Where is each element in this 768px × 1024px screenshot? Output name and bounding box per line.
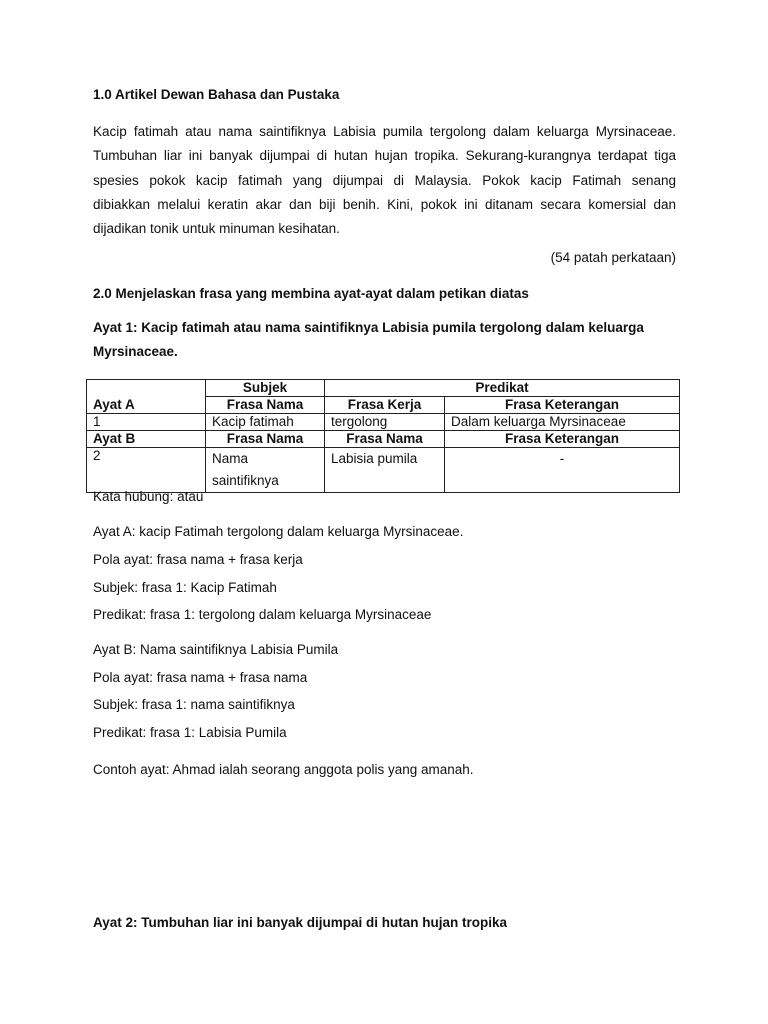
table-row <box>87 380 680 397</box>
ayat-a-pola: Pola ayat: frasa nama + frasa kerja <box>93 552 303 567</box>
kata-hubung: Kata hubung: atau <box>93 489 204 504</box>
predikat-header: Predikat <box>325 380 680 397</box>
cell-line: Nama <box>212 451 249 466</box>
article-paragraph <box>93 120 676 241</box>
frasa-keterangan-header-b: Frasa Keterangan <box>445 431 680 448</box>
article-line: Tumbuhan liar ini banyak dijumpai di hutan hujan tropika. Sekurang-kurangnya terdapat tiga <box>93 148 676 164</box>
cell-frasa-nama-2: Labisia pumila <box>325 448 445 493</box>
row-number: 1 <box>87 414 206 431</box>
ayat-a-predikat: Predikat: frasa 1: tergolong dalam keluarga Myrsinaceae <box>93 607 432 622</box>
ayat-b-text: Ayat B: Nama saintifiknya Labisia Pumila <box>93 642 339 657</box>
ayat-a-text: Ayat A: kacip Fatimah tergolong dalam keluarga Myrsinaceae. <box>93 524 464 539</box>
table-row <box>87 431 680 448</box>
ayat-b-predikat: Predikat: frasa 1: Labisia Pumila <box>93 725 287 740</box>
article-line: spesies pokok kacip fatimah yang dijumpai di Malaysia. Pokok kacip Fatimah senang <box>93 172 676 188</box>
cell-frasa-nama <box>206 448 325 493</box>
article-line: dijadikan tonik untuk minuman kesihatan. <box>93 221 340 237</box>
ayat-b-subjek: Subjek: frasa 1: nama saintifiknya <box>93 697 295 712</box>
cell-frasa-nama: Kacip fatimah <box>206 414 325 431</box>
row-number: 2 <box>87 448 206 493</box>
ayat-b-pola: Pola ayat: frasa nama + frasa nama <box>93 670 308 685</box>
word-count: (54 patah perkataan) <box>550 250 676 265</box>
ayat-a-subjek: Subjek: frasa 1: Kacip Fatimah <box>93 580 277 595</box>
article-line: Kacip fatimah atau nama saintifiknya Labisia pumila tergolong dalam keluarga Myrsinaceae. <box>93 124 676 139</box>
frasa-nama-header-b: Frasa Nama <box>206 431 325 448</box>
section1-heading: 1.0 Artikel Dewan Bahasa dan Pustaka <box>93 87 340 102</box>
phrase-table <box>86 379 680 493</box>
table-row <box>87 448 680 493</box>
ayat1-heading-line1: Ayat 1: Kacip fatimah atau nama saintifiknya Labisia pumila tergolong dalam keluarga <box>93 320 644 335</box>
ayat2-heading: Ayat 2: Tumbuhan liar ini banyak dijumpai di hutan hujan tropika <box>93 915 508 930</box>
contoh-ayat: Contoh ayat: Ahmad ialah seorang anggota polis yang amanah. <box>93 762 474 777</box>
subjek-header: Subjek <box>206 380 325 397</box>
ayat1-heading-line2: Myrsinaceae. <box>93 344 178 359</box>
frasa-kerja-header: Frasa Kerja <box>325 397 445 414</box>
ayat-a-label: Ayat A <box>87 380 206 414</box>
cell-frasa-keterangan: Dalam keluarga Myrsinaceae <box>445 414 680 431</box>
section2-heading: 2.0 Menjelaskan frasa yang membina ayat-ayat dalam petikan diatas <box>93 286 529 301</box>
ayat-b-label: Ayat B <box>87 431 206 448</box>
frasa-keterangan-header: Frasa Keterangan <box>445 397 680 414</box>
cell-frasa-kerja: tergolong <box>325 414 445 431</box>
cell-frasa-keterangan: - <box>445 448 680 493</box>
cell-line: saintifiknya <box>212 473 279 488</box>
table-row <box>87 414 680 431</box>
article-line: dibiakkan melalui keratin akar dan biji benih. Kini, pokok ini ditanam secara komersial dan <box>93 196 676 212</box>
frasa-nama-header: Frasa Nama <box>206 397 325 414</box>
frasa-nama-header-b2: Frasa Nama <box>325 431 445 448</box>
